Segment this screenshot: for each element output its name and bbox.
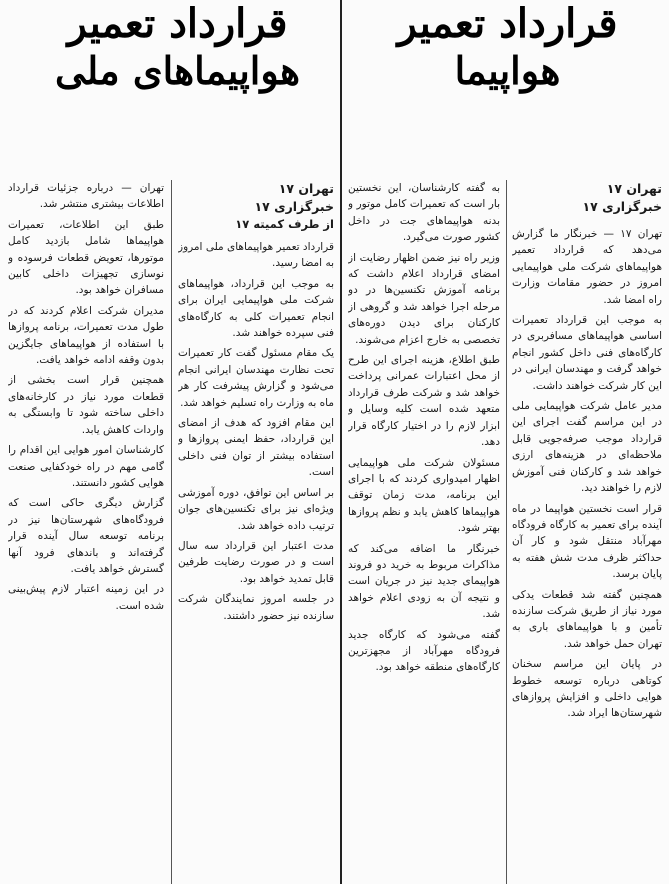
- paragraph: مدیر عامل شرکت هواپیمایی ملی در این مراسم گفت اجرای این قرارداد موجب صرفه‌جویی قابل ملاحظه‌ای در هزینه‌های ارزی خواهد شد و کارکنان فنی آموزش لازم را خواهند دید.: [512, 400, 662, 495]
- paragraph: مدیران شرکت اعلام کردند که در طول مدت تعمیرات، برنامه پروازها با استفاده از هواپیماهای جایگزین بدون وقفه ادامه خواهد یافت.: [8, 304, 164, 367]
- byline: از طرف کمیته ۱۷: [235, 217, 334, 231]
- paragraph: یک مقام مسئول گفت کار تعمیرات تحت نظارت مهندسان ایرانی انجام می‌شود و گزارش پیشرفت کار هر ماه به وزارت راه تسلیم خواهد شد.: [178, 347, 334, 409]
- dateline-secondary: خبرگزاری ۱۷: [582, 199, 662, 214]
- article-left-column-2: [8, 180, 164, 880]
- paragraph: تهران ۱۷ — خبرنگار ما گزارش می‌دهد که قرارداد تعمیر هواپیماهای شرکت ملی هواپیمایی امروز در حضور مقامات وزارت راه امضا شد.: [512, 228, 662, 306]
- paragraph: کارشناسان امور هوایی این اقدام را گامی مهم در راه خودکفایی صنعت هوایی کشور دانستند.: [8, 444, 164, 489]
- headline-left-line1: قرارداد تعمیر: [67, 0, 288, 47]
- paragraph: به موجب این قرارداد تعمیرات اساسی هواپیماهای مسافربری در کارگاه‌های فنی داخل کشور انجام خواهد گرفت و مهندسان ایرانی در این کار شرکت خواهند داشت.: [512, 314, 662, 392]
- paragraph: بر اساس این توافق، دوره آموزشی ویژه‌ای نیز برای تکنسین‌های جوان ترتیب داده خواهد شد.: [178, 486, 334, 532]
- paragraph: در این زمینه اعتبار لازم پیش‌بینی شده است.: [8, 583, 164, 612]
- paragraph: همچنین قرار است بخشی از قطعات مورد نیاز در کارخانه‌های داخلی ساخته شود تا وابستگی به واردات کاهش یابد.: [8, 374, 164, 436]
- column-rule: [340, 0, 342, 884]
- paragraph: قرارداد تعمیر هواپیماهای ملی امروز به امضا رسید.: [178, 241, 334, 270]
- article-right-column-2: [348, 180, 500, 880]
- headline-right-line1: قرارداد تعمیر: [397, 0, 618, 47]
- paragraph: در پایان این مراسم سخنان کوتاهی درباره توسعه خطوط هوایی داخلی و افزایش پروازهای شهرستان‌ها ایراد شد.: [512, 658, 662, 720]
- dateline: تهران ۱۷: [606, 181, 662, 196]
- paragraph: به موجب این قرارداد، هواپیماهای شرکت ملی هواپیمایی ایران برای انجام تعمیرات کلی به کارگاه‌های فنی سپرده خواهند شد.: [178, 277, 334, 340]
- paragraph: طبق این اطلاعات، تعمیرات هواپیماها شامل بازدید کامل موتورها، تعویض قطعات فرسوده و نوسازی تجهیزات داخلی کابین مسافران خواهد بود.: [8, 218, 164, 297]
- paragraph: همچنین گفته شد قطعات یدکی مورد نیاز از طریق شرکت سازنده تأمین و با هواپیماهای باری به تهران حمل خواهد شد.: [512, 588, 662, 650]
- paragraph: به گفته کارشناسان، این نخستین بار است که تعمیرات کامل موتور و بدنه هواپیماهای جت در داخل کشور صورت می‌گیرد.: [348, 182, 500, 244]
- paragraph: قرار است نخستین هواپیما در ماه آینده برای تعمیر به کارگاه فرودگاه مهرآباد منتقل شود و کار آن حداکثر ظرف مدت شش هفته به پایان برسد.: [512, 502, 662, 581]
- paragraph: طبق اطلاع، هزینه اجرای این طرح از محل اعتبارات عمرانی پرداخت خواهد شد و شرکت طرف قرارداد متعهد شده است کلیه وسایل و ابزار لازم را در اختیار کارگاه قرار دهد.: [348, 354, 500, 449]
- paragraph: خبرنگار ما اضافه می‌کند که مذاکرات مربوط به خرید دو فروند هواپیمای جدید نیز در جریان است و نتیجه آن به زودی اعلام خواهد شد.: [348, 542, 500, 621]
- paragraph: در جلسه امروز نمایندگان شرکت سازنده نیز حضور داشتند.: [178, 593, 334, 622]
- article-right-column-1: [512, 180, 662, 880]
- article-left-column-1: [178, 180, 334, 880]
- paragraph: تهران — درباره جزئیات قرارداد اطلاعات بیشتری منتشر شد.: [8, 182, 164, 211]
- paragraph: این مقام افزود که هدف از امضای این قرارداد، حفظ ایمنی پروازها و استفاده بیشتر از توان فنی داخلی است.: [178, 417, 334, 479]
- headline-right-line2: هواپیما: [454, 48, 561, 93]
- headline-left-line2: هواپیماهای ملی: [54, 48, 300, 93]
- headline-right: [350, 0, 665, 150]
- paragraph: مدت اعتبار این قرارداد سه سال است و در صورت رضایت طرفین قابل تمدید خواهد بود.: [178, 539, 334, 585]
- paragraph: گزارش دیگری حاکی است که فرودگاه‌های شهرستان‌ها نیز در برنامه توسعه سال آینده قرار گرفته‌اند و باندهای فرود آنها گسترش خواهد یافت.: [8, 497, 164, 575]
- column-rule: [506, 180, 507, 884]
- dateline-secondary: خبرگزاری ۱۷: [254, 199, 334, 214]
- paragraph: وزیر راه نیز ضمن اظهار رضایت از امضای قرارداد اعلام داشت که برنامه آموزش تکنسین‌ها در دو مرحله اجرا خواهد شد و گروهی از کارکنان برای دیدن دوره‌های تخصصی به خارج اعزام می‌شوند.: [348, 251, 500, 346]
- headline-left: [20, 0, 335, 150]
- column-rule: [171, 180, 172, 884]
- paragraph: مسئولان شرکت ملی هواپیمایی اظهار امیدواری کردند که با اجرای این برنامه، مدت زمان توقف هواپیماها کاهش یابد و نظم پروازها بهتر شود.: [348, 456, 500, 535]
- dateline: تهران ۱۷: [278, 181, 334, 196]
- paragraph: گفته می‌شود که کارگاه جدید فرودگاه مهرآباد از مجهزترین کارگاه‌های منطقه خواهد بود.: [348, 628, 500, 674]
